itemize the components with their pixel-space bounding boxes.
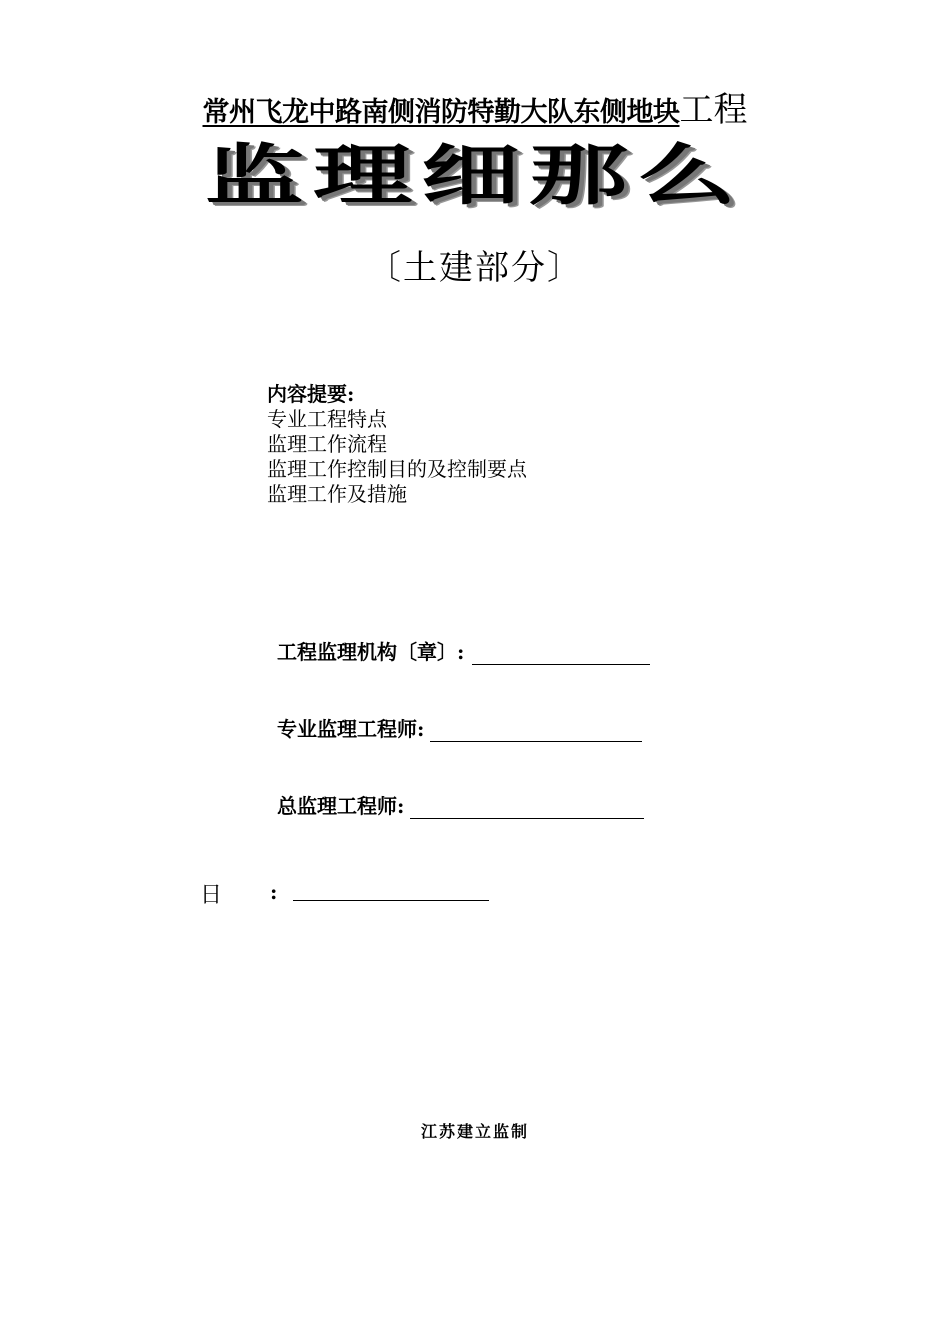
date-label: 日 <box>200 883 223 908</box>
engineer-signature-row <box>277 713 642 742</box>
summary-item: 监理工作及措施 <box>267 482 407 506</box>
document-title-text: 监理细那么 <box>205 137 745 214</box>
document-subtitle: 〔土建部分〕 <box>367 248 583 288</box>
document-title <box>0 122 950 217</box>
engineer-signature-label: 专业监理工程师: <box>277 717 425 741</box>
summary-item: 监理工作流程 <box>267 432 387 456</box>
engineer-signature-line <box>430 719 642 742</box>
chief-signature-label: 总监理工程师: <box>277 794 405 818</box>
content-summary <box>267 382 527 507</box>
project-name: 常州飞龙中路南侧消防特勤大队东侧地块 <box>202 97 680 128</box>
org-signature-label: 工程监理机构〔章〕: <box>277 640 465 664</box>
footer-issuer: 江苏建立监制 <box>420 1122 529 1141</box>
date-line <box>293 878 489 901</box>
project-suffix: 工程 <box>679 90 748 130</box>
chief-signature-line <box>410 796 644 819</box>
org-signature-row <box>277 636 650 665</box>
org-signature-line <box>472 642 650 665</box>
chief-signature-row <box>277 790 644 819</box>
summary-item: 监理工作控制目的及控制要点 <box>267 457 527 481</box>
date-colon: : <box>270 880 278 904</box>
summary-item: 专业工程特点 <box>267 407 387 431</box>
summary-heading: 内容提要: <box>267 382 355 406</box>
